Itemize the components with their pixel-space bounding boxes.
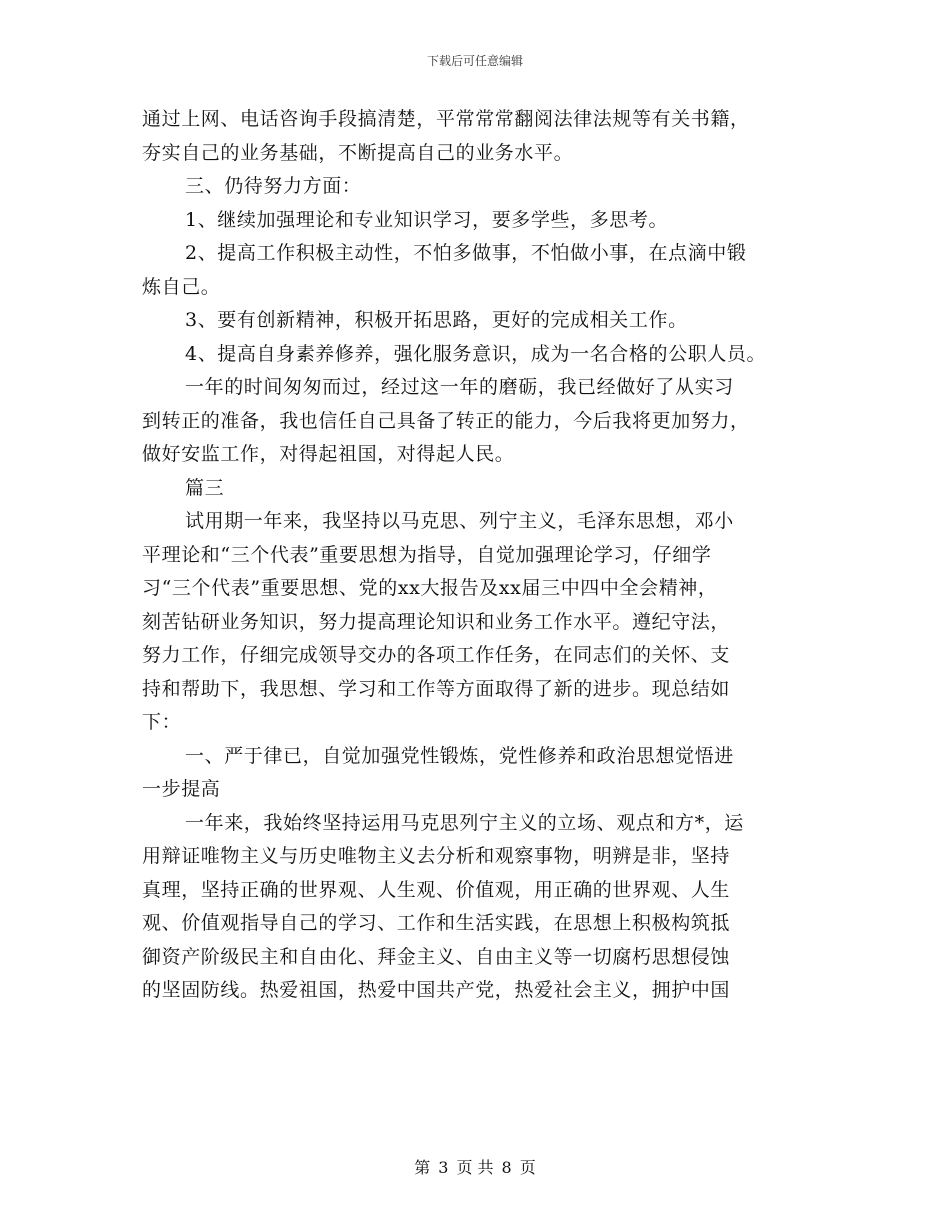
- footer-prefix: 第: [414, 1158, 431, 1177]
- text-line: 做好安监工作，对得起祖国，对得起人民。: [142, 443, 515, 465]
- text-line: 观、价值观指导自己的学习、工作和生活实践，在思想上积极构筑抵: [142, 912, 731, 934]
- page-footer: [0, 1155, 950, 1178]
- section-heading: 三、仍待努力方面：: [185, 175, 362, 197]
- document-body: [142, 103, 814, 1008]
- text-line: 持和帮助下，我思想、学习和工作等方面取得了新的进步。现总结如: [142, 677, 731, 700]
- paragraph-start: 一年来，我始终坚持运用马克思列宁主义的立场、观点和方*，运: [185, 811, 744, 834]
- total-pages: 8: [501, 1158, 512, 1177]
- section-title: 篇三: [185, 476, 225, 499]
- text-line: 夯实自己的业务基础，不断提高自己的业务水平。: [142, 141, 574, 164]
- text-line: 下：: [142, 711, 182, 733]
- list-item: 3、要有创新精神，积极开拓思路，更好的完成相关工作。: [185, 309, 688, 331]
- list-item: 4、提高自身素养修养，强化服务意识，成为一名合格的公职人员。: [185, 342, 767, 365]
- page-header: 下载后可任意编辑: [426, 54, 523, 68]
- text-line: 炼自己。: [142, 275, 221, 298]
- list-item: 1、继续加强理论和专业知识学习，要多学些，多思考。: [185, 208, 669, 231]
- page-number: 3: [438, 1158, 449, 1177]
- text-line: 到转正的准备，我也信任自己具备了转正的能力，今后我将更加努力，: [142, 409, 750, 432]
- footer-suffix: 页: [519, 1158, 536, 1177]
- text-line: 通过上网、电话咨询手段搞清楚，平常常常翻阅法律法规等有关书籍，: [142, 108, 750, 130]
- text-line: 的坚固防线。热爱祖国，热爱中国共产党，热爱社会主义，拥护中国: [142, 979, 731, 1001]
- text-line: 一步提高: [142, 778, 221, 800]
- section-heading: 一、严于律已，自觉加强党性锻炼，党性修养和政治思想觉悟进: [185, 744, 734, 767]
- paragraph-start: 一年的时间匆匆而过，经过这一年的磨砺，我已经做好了从实习: [185, 376, 734, 398]
- text-line: 习“三个代表”重要思想、党的xx大报告及xx届三中四中全会精神，: [142, 577, 718, 599]
- list-item: 2、提高工作积极主动性，不怕多做事，不怕做小事，在点滴中锻: [185, 242, 747, 264]
- text-line: 御资产阶级民主和自由化、拜金主义、自由主义等一切腐朽思想侵蚀: [142, 945, 731, 968]
- paragraph-start: 试用期一年来，我坚持以马克思、列宁主义，毛泽东思想，邓小: [185, 510, 734, 532]
- text-line: 刻苦钻研业务知识，努力提高理论知识和业务工作水平。遵纪守法，: [142, 610, 731, 633]
- text-line: 用辩证唯物主义与历史唯物主义去分析和观察事物，明辨是非，坚持: [142, 845, 731, 867]
- text-line: 平理论和“三个代表”重要思想为指导，自觉加强理论学习，仔细学: [142, 543, 712, 566]
- text-line: 努力工作，仔细完成领导交办的各项工作任务，在同志们的关怀、支: [142, 644, 731, 666]
- footer-middle: 页 共: [456, 1158, 494, 1177]
- text-line: 真理，坚持正确的世界观、人生观、价值观，用正确的世界观、人生: [142, 878, 731, 901]
